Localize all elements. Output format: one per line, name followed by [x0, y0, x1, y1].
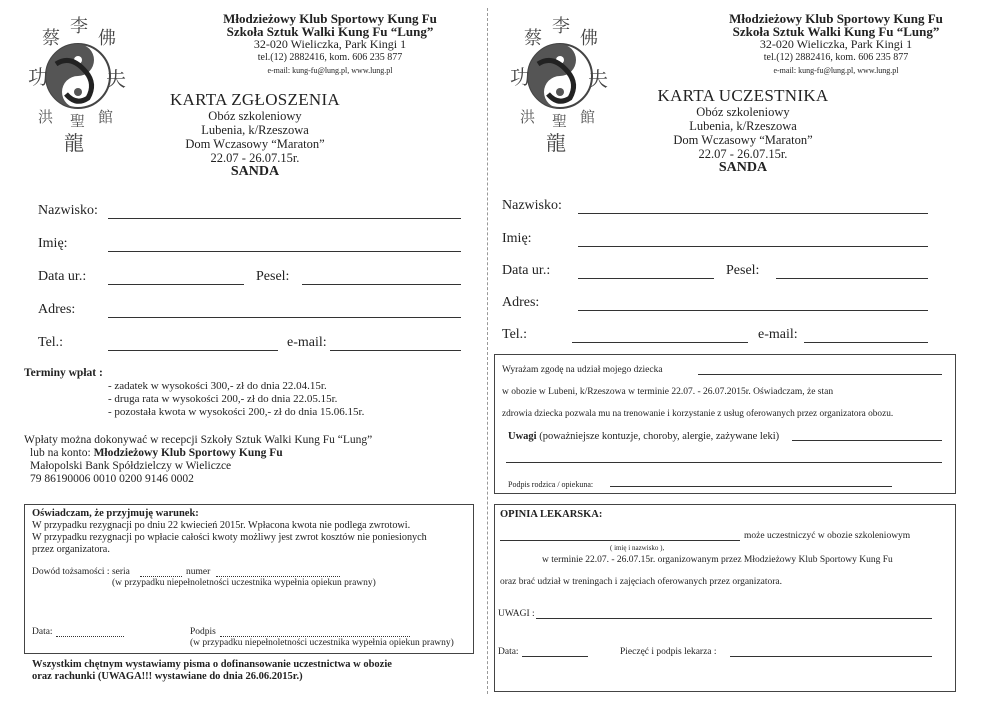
footer-line2: oraz rachunki (UWAGA!!! wystawiane do dnia 26.06.2015r.)	[32, 671, 303, 682]
pesel-field[interactable]	[776, 278, 928, 279]
address-label: Adres:	[502, 295, 540, 310]
declaration-line1: W przypadku rezygnacji po dniu 22 kwiecień 2015r. Wpłacona kwota nie podlega zwrotowi.	[32, 520, 411, 531]
svg-text:龍: 龍	[64, 131, 84, 154]
kung-fu-club-logo	[26, 14, 126, 154]
club-address: 32-020 Wieliczka, Park Kingi 1	[759, 37, 913, 51]
pesel-label: Pesel:	[256, 269, 290, 284]
email-label: e-mail:	[287, 335, 327, 350]
club-header	[706, 12, 966, 77]
name-field[interactable]	[108, 251, 461, 252]
payments-heading: Terminy wpłat :	[24, 367, 103, 379]
pesel-field[interactable]	[302, 284, 461, 285]
svg-text:館: 館	[98, 108, 114, 126]
event-line1: Obóz szkoleniowy	[696, 105, 790, 119]
svg-text:館: 館	[580, 108, 596, 126]
parent-signature-field[interactable]	[610, 486, 892, 487]
address-field[interactable]	[108, 317, 461, 318]
bank-account: 79 86190006 0010 0200 9146 0002	[30, 473, 194, 485]
event-discipline: SANDA	[230, 164, 280, 179]
name-label: Imię:	[502, 231, 532, 246]
id-label: Dowód tożsamości : seria	[32, 567, 130, 577]
svg-text:夫: 夫	[588, 67, 608, 91]
doctor-stamp-field[interactable]	[730, 656, 932, 657]
svg-text:夫: 夫	[106, 67, 126, 91]
medical-train: oraz brać udział w treningach i zajęciach oferowanych przez organizatora.	[500, 577, 783, 587]
declaration-line2: W przypadku rezygnacji po wpłacie całości kwoty możliwy jest zwrot kosztów nie poniesionych	[32, 532, 427, 543]
id-guardian-note: (w przypadku niepełnoletności uczestnika wypełnia opiekun prawny)	[112, 578, 376, 588]
date-field[interactable]	[56, 636, 124, 637]
surname-label: Nazwisko:	[38, 203, 98, 218]
medical-term: w terminie 22.07. - 26.07.15r. organizowanym przez Młodzieżowy Klub Sportowy Kung Fu	[542, 555, 893, 565]
kung-fu-club-logo	[508, 14, 608, 154]
event-line3: Dom Wczasowy “Maraton”	[673, 133, 813, 147]
medical-uwagi-label: UWAGI :	[498, 609, 535, 619]
medical-date-label: Data:	[498, 647, 519, 657]
club-phone: tel.(12) 2882416, kom. 606 235 877	[257, 52, 403, 63]
bank-info-line2: lub na konto: Młodzieżowy Klub Sportowy Kung Fu	[30, 447, 283, 459]
medical-date-field[interactable]	[522, 656, 588, 657]
id-number-label: numer	[186, 567, 211, 577]
pesel-label: Pesel:	[726, 263, 760, 278]
tel-label: Tel.:	[502, 327, 528, 342]
svg-text:洪: 洪	[520, 108, 536, 126]
consent-line2: w obozie w Lubeni, k/Rzeszowa w terminie 22.07. - 26.07.2015r. Oświadczam, że stan	[502, 387, 834, 397]
tel-label: Tel.:	[38, 335, 64, 350]
card-title: KARTA ZGŁOSZENIA	[169, 90, 341, 109]
birth-field[interactable]	[108, 284, 244, 285]
surname-field[interactable]	[578, 213, 928, 214]
medical-uwagi-field[interactable]	[536, 618, 932, 619]
medical-name-hint: ( imię i nazwisko ),	[610, 544, 665, 552]
consent-line1: Wyrażam zgodę na udział mojego dziecka	[502, 365, 663, 375]
name-label: Imię:	[38, 236, 68, 251]
surname-label: Nazwisko:	[502, 198, 562, 213]
consent-uwagi-field-2[interactable]	[506, 462, 942, 463]
svg-text:蔡: 蔡	[42, 28, 60, 49]
medical-name-field[interactable]	[500, 540, 740, 541]
date-label: Data:	[32, 627, 53, 637]
event-discipline: SANDA	[718, 160, 768, 175]
child-name-field[interactable]	[698, 374, 942, 375]
declaration-heading: Oświadczam, że przyjmuję warunek:	[32, 508, 199, 519]
email-field[interactable]	[330, 350, 461, 351]
svg-text:李: 李	[552, 16, 570, 37]
cut-line	[487, 8, 488, 694]
participant-card	[490, 0, 992, 702]
club-address: 32-020 Wieliczka, Park Kingi 1	[253, 37, 407, 51]
tel-field[interactable]	[572, 342, 748, 343]
bank-name: Małopolski Bank Spółdzielczy w Wieliczce	[30, 460, 232, 472]
card-title: KARTA UCZESTNIKA	[657, 86, 829, 105]
svg-text:佛: 佛	[580, 28, 598, 49]
address-label: Adres:	[38, 302, 76, 317]
svg-text:李: 李	[70, 16, 88, 37]
event-line2: Lubenia, k/Rzeszowa	[201, 123, 309, 137]
card-title-block	[140, 90, 370, 179]
name-field[interactable]	[578, 246, 928, 247]
signature-note: (w przypadku niepełnoletności uczestnika wypełnia opiekun prawny)	[190, 638, 454, 648]
signature-label: Podpis	[190, 627, 216, 637]
event-line2: Lubenia, k/Rzeszowa	[689, 119, 797, 133]
club-name: Młodzieżowy Klub Sportowy Kung Fu	[729, 11, 943, 26]
footer-line1: Wszystkim chętnym wystawiamy pisma o dofinansowanie uczestnictwa w obozie	[32, 659, 392, 670]
svg-text:龍: 龍	[546, 131, 566, 154]
medical-may-participate: może uczestniczyć w obozie szkoleniowym	[744, 531, 911, 541]
doctor-stamp-label: Pieczęć i podpis lekarza :	[620, 647, 717, 657]
event-dates: 22.07 - 26.07.15r.	[210, 151, 300, 165]
club-email: e-mail: kung-fu@lung.pl, www.lung.pl	[773, 66, 899, 75]
club-header	[200, 12, 460, 77]
consent-line3: zdrowia dziecka pozwala mu na trenowanie i korzystanie z usług oferowanych przez organizatora obozu.	[502, 409, 894, 419]
payment-second: - druga rata w wysokości 200,- zł do dnia 22.05.15r.	[108, 393, 338, 405]
birth-label: Data ur.:	[502, 263, 551, 278]
consent-uwagi-field[interactable]	[792, 440, 942, 441]
event-line3: Dom Wczasowy “Maraton”	[185, 137, 325, 151]
birth-label: Data ur.:	[38, 269, 87, 284]
svg-text:洪: 洪	[38, 108, 54, 126]
medical-heading: OPINIA LEKARSKA:	[500, 509, 603, 520]
surname-field[interactable]	[108, 218, 461, 219]
svg-text:佛: 佛	[98, 28, 116, 49]
svg-text:蔡: 蔡	[524, 28, 542, 49]
school-name: Szkoła Sztuk Walki Kung Fu “Lung”	[732, 24, 940, 39]
parent-signature-label: Podpis rodzica / opiekuna:	[508, 480, 594, 489]
club-name: Młodzieżowy Klub Sportowy Kung Fu	[223, 11, 437, 26]
club-email: e-mail: kung-fu@lung.pl, www.lung.pl	[267, 66, 393, 75]
address-field[interactable]	[578, 310, 928, 311]
card-title-block	[628, 86, 858, 175]
svg-text:功: 功	[28, 65, 48, 89]
tel-field[interactable]	[108, 350, 278, 351]
declaration-line3: przez organizatora.	[32, 544, 110, 555]
consent-uwagi: Uwagi (poważniejsze kontuzje, choroby, alergie, zażywane leki)	[508, 431, 780, 442]
birth-field[interactable]	[578, 278, 714, 279]
payment-remaining: - pozostała kwota w wysokości 200,- zł do dnia 15.06.15r.	[108, 406, 365, 418]
registration-card	[0, 0, 486, 702]
event-dates: 22.07 - 26.07.15r.	[698, 147, 788, 161]
club-phone: tel.(12) 2882416, kom. 606 235 877	[763, 52, 909, 63]
svg-text:聖: 聖	[552, 112, 568, 130]
svg-text:功: 功	[510, 65, 530, 89]
svg-text:聖: 聖	[70, 112, 86, 130]
email-field[interactable]	[804, 342, 928, 343]
school-name: Szkoła Sztuk Walki Kung Fu “Lung”	[226, 24, 434, 39]
event-line1: Obóz szkoleniowy	[208, 109, 302, 123]
bank-info-line1: Wpłaty można dokonywać w recepcji Szkoły Sztuk Walki Kung Fu “Lung”	[24, 434, 373, 446]
email-label: e-mail:	[758, 327, 798, 342]
payment-deposit: - zadatek w wysokości 300,- zł do dnia 22.04.15r.	[108, 380, 327, 392]
